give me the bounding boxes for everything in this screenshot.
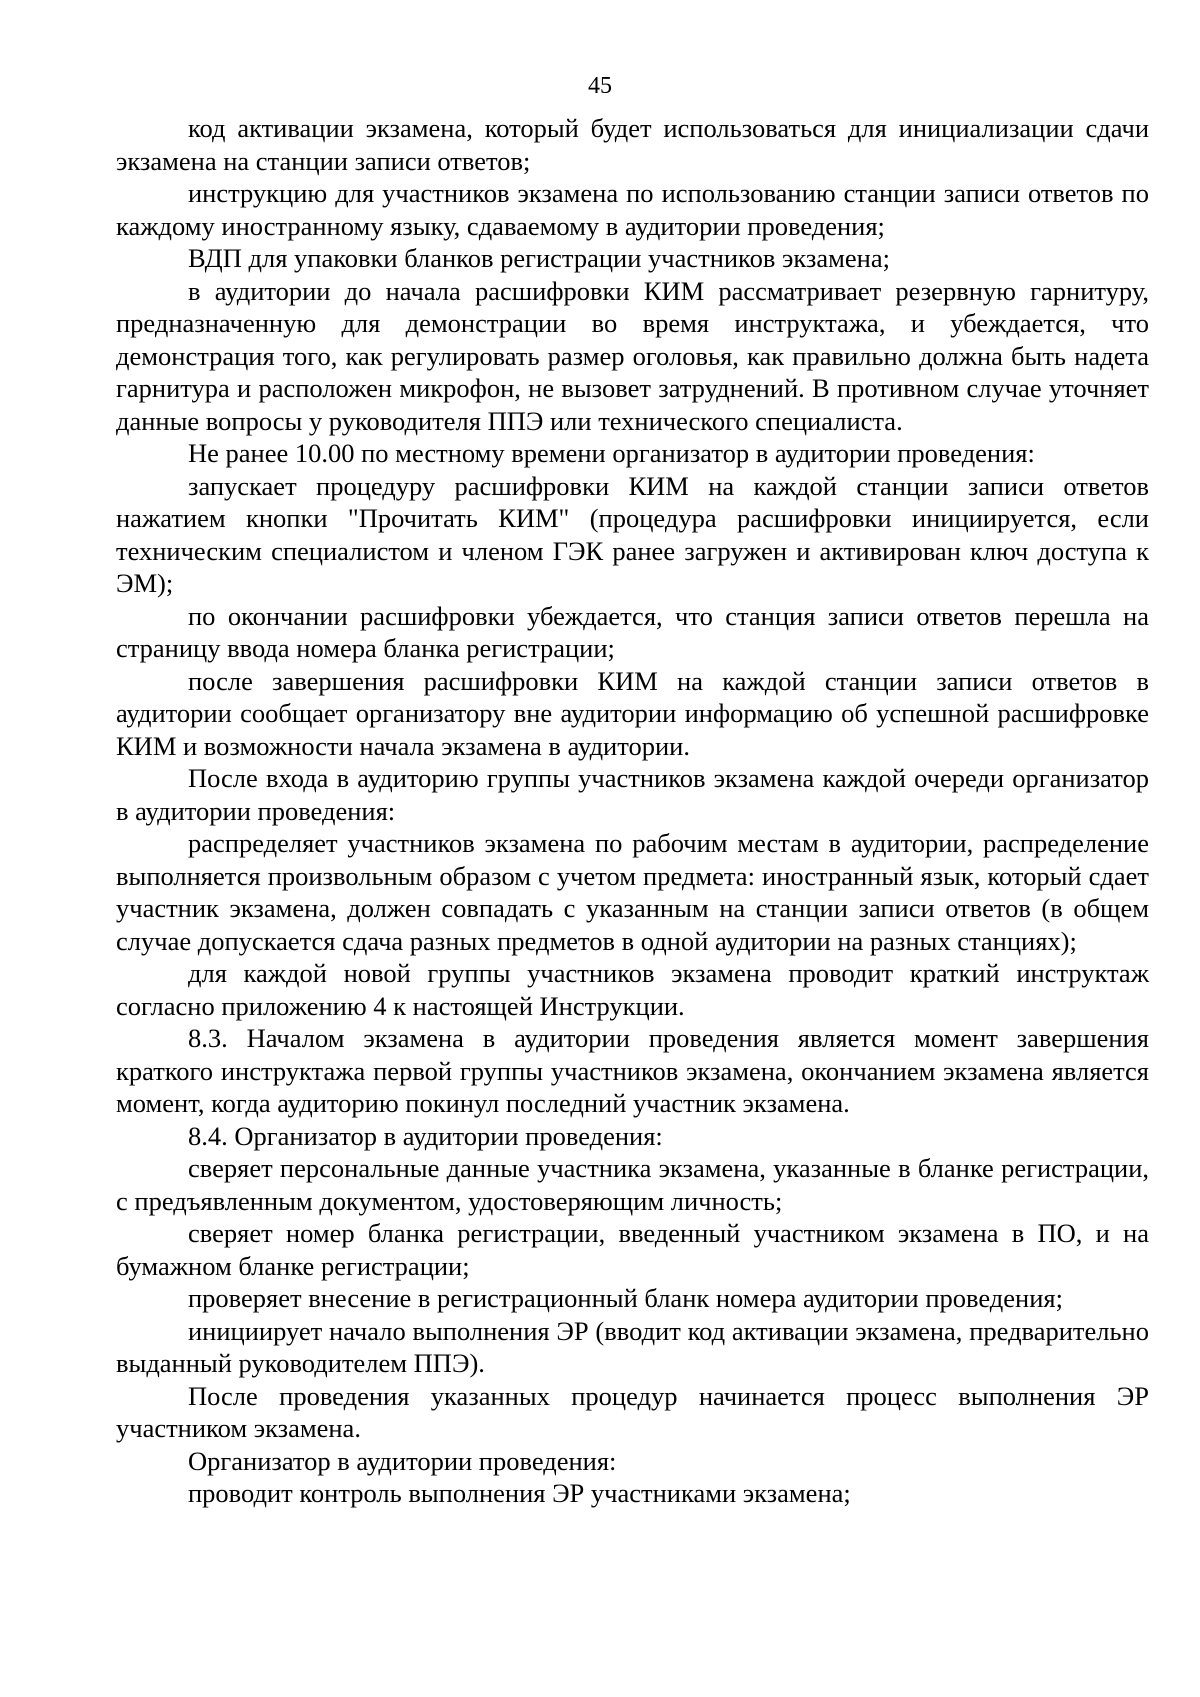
- paragraph: сверяет персональные данные участника экзамена, указанные в бланке регистрации, с предъявленным документом, удостоверяющим личность;: [116, 1153, 1149, 1216]
- paragraph: по окончании расшифровки убеждается, что станция записи ответов перешла на страницу ввода номера бланка регистрации;: [116, 600, 1149, 663]
- section-heading: 8.4. Организатор в аудитории проведения:: [188, 1120, 663, 1151]
- paragraph: После входа в аудиторию группы участников экзамена каждой очереди организатор в аудитории проведения:: [116, 763, 1149, 826]
- paragraph: запускает процедуру расшифровки КИМ на каждой станции записи ответов нажатием кнопки "Прочитать КИМ" (процедура расшифровки инициируется, если техническим специалистом и членом ГЭК ранее загружен и активирован ключ доступа к ЭМ);: [116, 470, 1149, 598]
- paragraph: код активации экзамена, который будет использоваться для инициализации сдачи экзамена на станции записи ответов;: [116, 113, 1149, 176]
- paragraph: Организатор в аудитории проведения:: [188, 1445, 617, 1476]
- section-paragraph: 8.3. Началом экзамена в аудитории проведения является момент завершения краткого инструктажа первой группы участников экзамена, окончанием экзамена является момент, когда аудиторию покинул последний участник экзамена.: [116, 1023, 1149, 1118]
- paragraph: распределяет участников экзамена по рабочим местам в аудитории, распределение выполняется произвольным образом с учетом предмета: иностранный язык, который сдает участник экзамена, должен совпадать с указанным на станции записи ответов (в общем случае допускается сдача разных предметов в одной аудитории на разных станциях);: [116, 828, 1149, 956]
- paragraph: сверяет номер бланка регистрации, введенный участником экзамена в ПО, и на бумажном бланке регистрации;: [116, 1218, 1149, 1281]
- paragraph: для каждой новой группы участников экзамена проводит краткий инструктаж согласно приложению 4 к настоящей Инструкции.: [116, 958, 1149, 1021]
- paragraph: ВДП для упаковки бланков регистрации участников экзамена;: [188, 243, 890, 273]
- paragraph: Не ранее 10.00 по местному времени организатор в аудитории проведения:: [188, 438, 1035, 468]
- paragraph: проверяет внесение в регистрационный бланк номера аудитории проведения;: [188, 1283, 1063, 1313]
- paragraph: инструкцию для участников экзамена по использованию станции записи ответов по каждому иностранному языку, сдаваемому в аудитории проведения;: [116, 178, 1149, 241]
- paragraph: в аудитории до начала расшифровки КИМ рассматривает резервную гарнитуру, предназначенную для демонстрации во время инструктажа, и убеждается, что демонстрация того, как регулировать размер оголовья, как правильно должна быть надета гарнитура и расположен микрофон, не вызовет затруднений. В противном случае уточняет данные вопросы у руководителя ППЭ или технического специалиста.: [116, 275, 1149, 436]
- paragraph: после завершения расшифровки КИМ на каждой станции записи ответов в аудитории сообщает организатору вне аудитории информацию об успешной расшифровке КИМ и возможности начала экзамена в аудитории.: [116, 665, 1149, 761]
- paragraph: проводит контроль выполнения ЭР участниками экзамена;: [188, 1478, 851, 1508]
- paragraph: инициирует начало выполнения ЭР (вводит код активации экзамена, предварительно выданный руководителем ППЭ).: [116, 1315, 1149, 1378]
- page-number: 45: [588, 73, 612, 99]
- paragraph: После проведения указанных процедур начинается процесс выполнения ЭР участником экзамена.: [116, 1380, 1149, 1443]
- body-text: [116, 112, 1149, 1510]
